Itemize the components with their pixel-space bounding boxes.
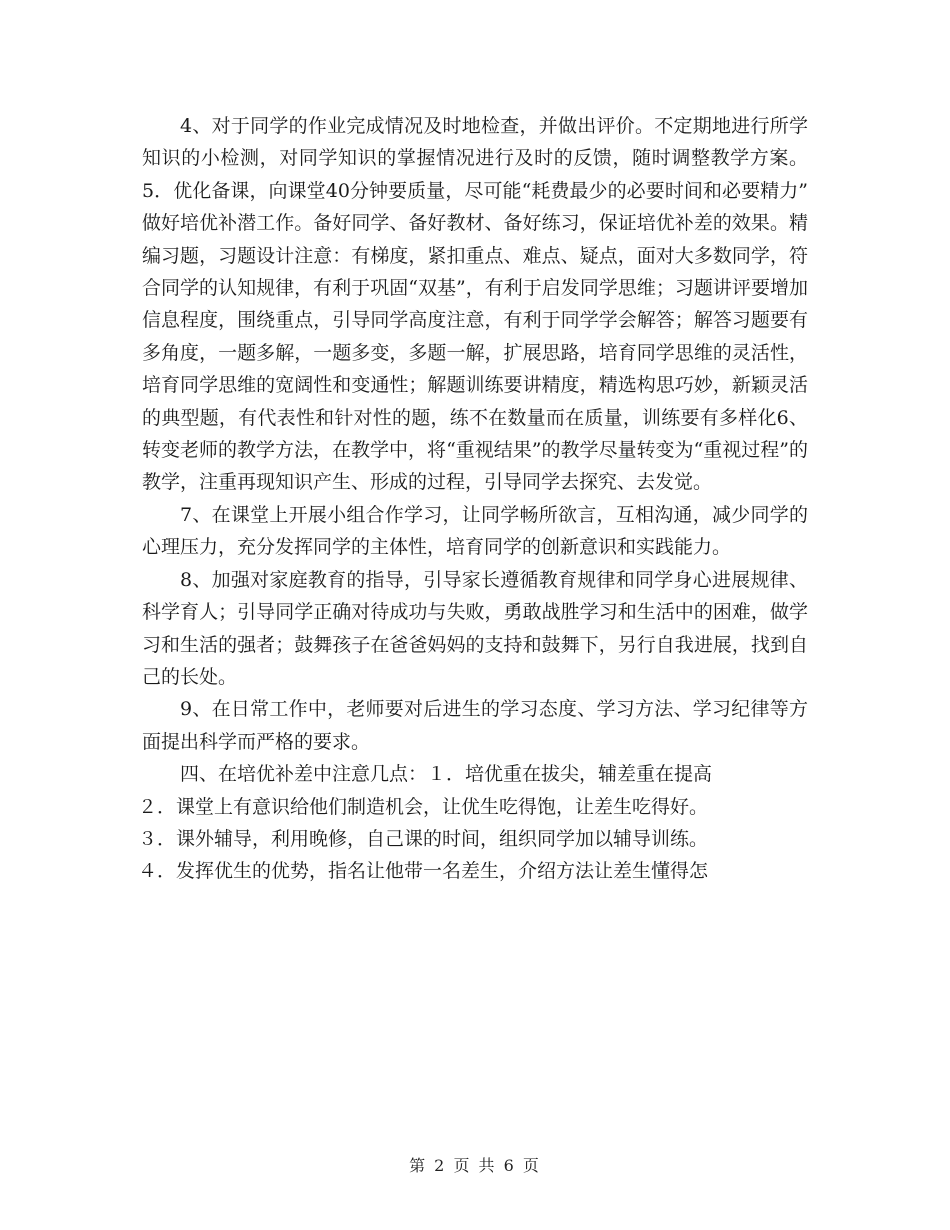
- paragraph-8: 8、加强对家庭教育的指导，引导家长遵循教育规律和同学身心进展规律、科学育人；引导同学正确对待成功与失败，勇敢战胜学习和生活中的困难，做学习和生活的强者；鼓舞孩子在爸爸妈妈的支持和鼓舞下，另行自我进展，找到自己的长处。: [142, 568, 808, 688]
- document-body: [138, 110, 808, 888]
- paragraph-section-4: 四、在培优补差中注意几点：１．培优重在拔尖，辅差重在提高: [180, 763, 713, 786]
- list-item-4: ４．发挥优生的优势，指名让他带一名差生，介绍方法让差生懂得怎: [138, 860, 709, 883]
- list-item-3: ３．课外辅导，利用晚修，自己课的时间，组织同学加以辅导训练。: [138, 827, 709, 850]
- page-number-footer: 第 2 页 共 6 页: [409, 1156, 541, 1175]
- paragraph-9: 9、在日常工作中，老师要对后进生的学习态度、学习方法、学习纪律等方面提出科学而严格的要求。: [142, 698, 808, 753]
- paragraph-7: 7、在课堂上开展小组合作学习，让同学畅所欲言，互相沟通，减少同学的心理压力，充分发挥同学的主体性，培育同学的创新意识和实践能力。: [142, 503, 808, 559]
- paragraph-4: 4、对于同学的作业完成情况及时地检查，并做出评价。不定期地进行所学知识的小检测，对同学知识的掌握情况进行及时的反馈，随时调整教学方案。5．优化备课，向课堂40分钟要质量，尽可能“耗费最少的必要时间和必要精力” 做好培优补潜工作。备好同学、备好教材、备好练习，保证培优补差的效果。精编习题，习题设计注意：有梯度，紧扣重点、难点、疑点，面对大多数同学，符合同学的认知规律，有利于巩固“双基”，有利于启发同学思维；习题讲评要增加信息程度，围绕重点，引导同学高度注意，有利于同学学会解答；解答习题要有多角度，一题多解，一题多变，多题一解，扩展思路，培育同学思维的灵活性，培育同学思维的宽阔性和变通性；解题训练要讲精度，精选构思巧妙，新颖灵活的典型题，有代表性和针对性的题，练不在数量而在质量，训练要有多样化6、转变老师的教学方法，在教学中，将“重视结果”的教学尽量转变为“重视过程”的教学，注重再现知识产生、形成的过程，引导同学去探究、去发觉。: [142, 115, 808, 494]
- list-item-2: ２．课堂上有意识给他们制造机会，让优生吃得饱，让差生吃得好。: [138, 795, 709, 818]
